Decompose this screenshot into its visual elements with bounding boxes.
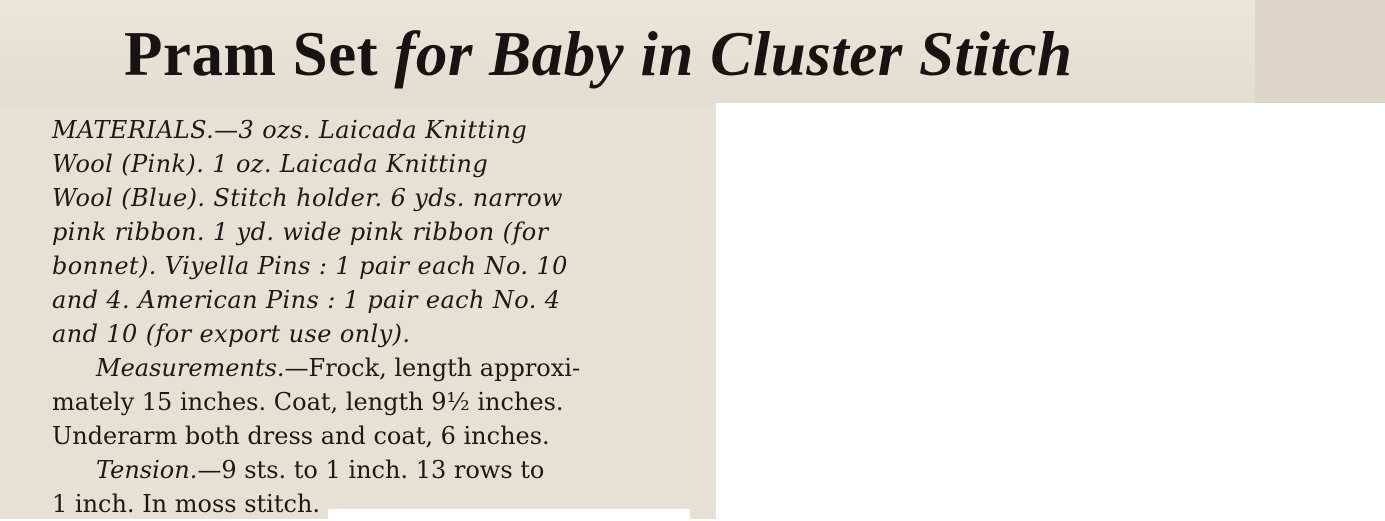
- tension-label: Tension.: [96, 456, 198, 484]
- materials-line: Wool (Blue). Stitch holder. 6 yds. narrow: [52, 184, 563, 212]
- tension-line: 1 inch. In moss stitch.: [52, 490, 321, 518]
- materials-line: and 10 (for export use only).: [52, 320, 411, 348]
- tension-text: —9 sts. to 1 inch. 13 rows to: [197, 456, 545, 484]
- title-main: Pram Set: [124, 19, 395, 89]
- blank-panel: [716, 103, 1385, 519]
- materials-line: pink ribbon. 1 yd. wide pink ribbon (for: [52, 218, 549, 246]
- measurements-label: Measurements.: [96, 354, 285, 382]
- article-body: [52, 113, 692, 521]
- page-title: [124, 14, 1073, 94]
- materials-line: and 4. American Pins : 1 pair each No. 4: [52, 286, 561, 314]
- measurements-text: —Frock, length approxi-: [284, 354, 581, 382]
- tension-paragraph: [52, 453, 692, 487]
- measurements-line: Underarm both dress and coat, 6 inches.: [52, 422, 550, 450]
- materials-line: MATERIALS.—3 ozs. Laicada Knitting: [52, 116, 528, 144]
- show-through-print: [1275, 10, 1375, 90]
- title-italic: for Baby in Cluster Stitch: [394, 19, 1073, 89]
- measurements-line: mately 15 inches. Coat, length 9½ inches.: [52, 388, 564, 416]
- materials-line: Wool (Pink). 1 oz. Laicada Knitting: [52, 150, 489, 178]
- measurements-paragraph: [52, 351, 692, 385]
- materials-line: bonnet). Viyella Pins : 1 pair each No. 10: [52, 252, 568, 280]
